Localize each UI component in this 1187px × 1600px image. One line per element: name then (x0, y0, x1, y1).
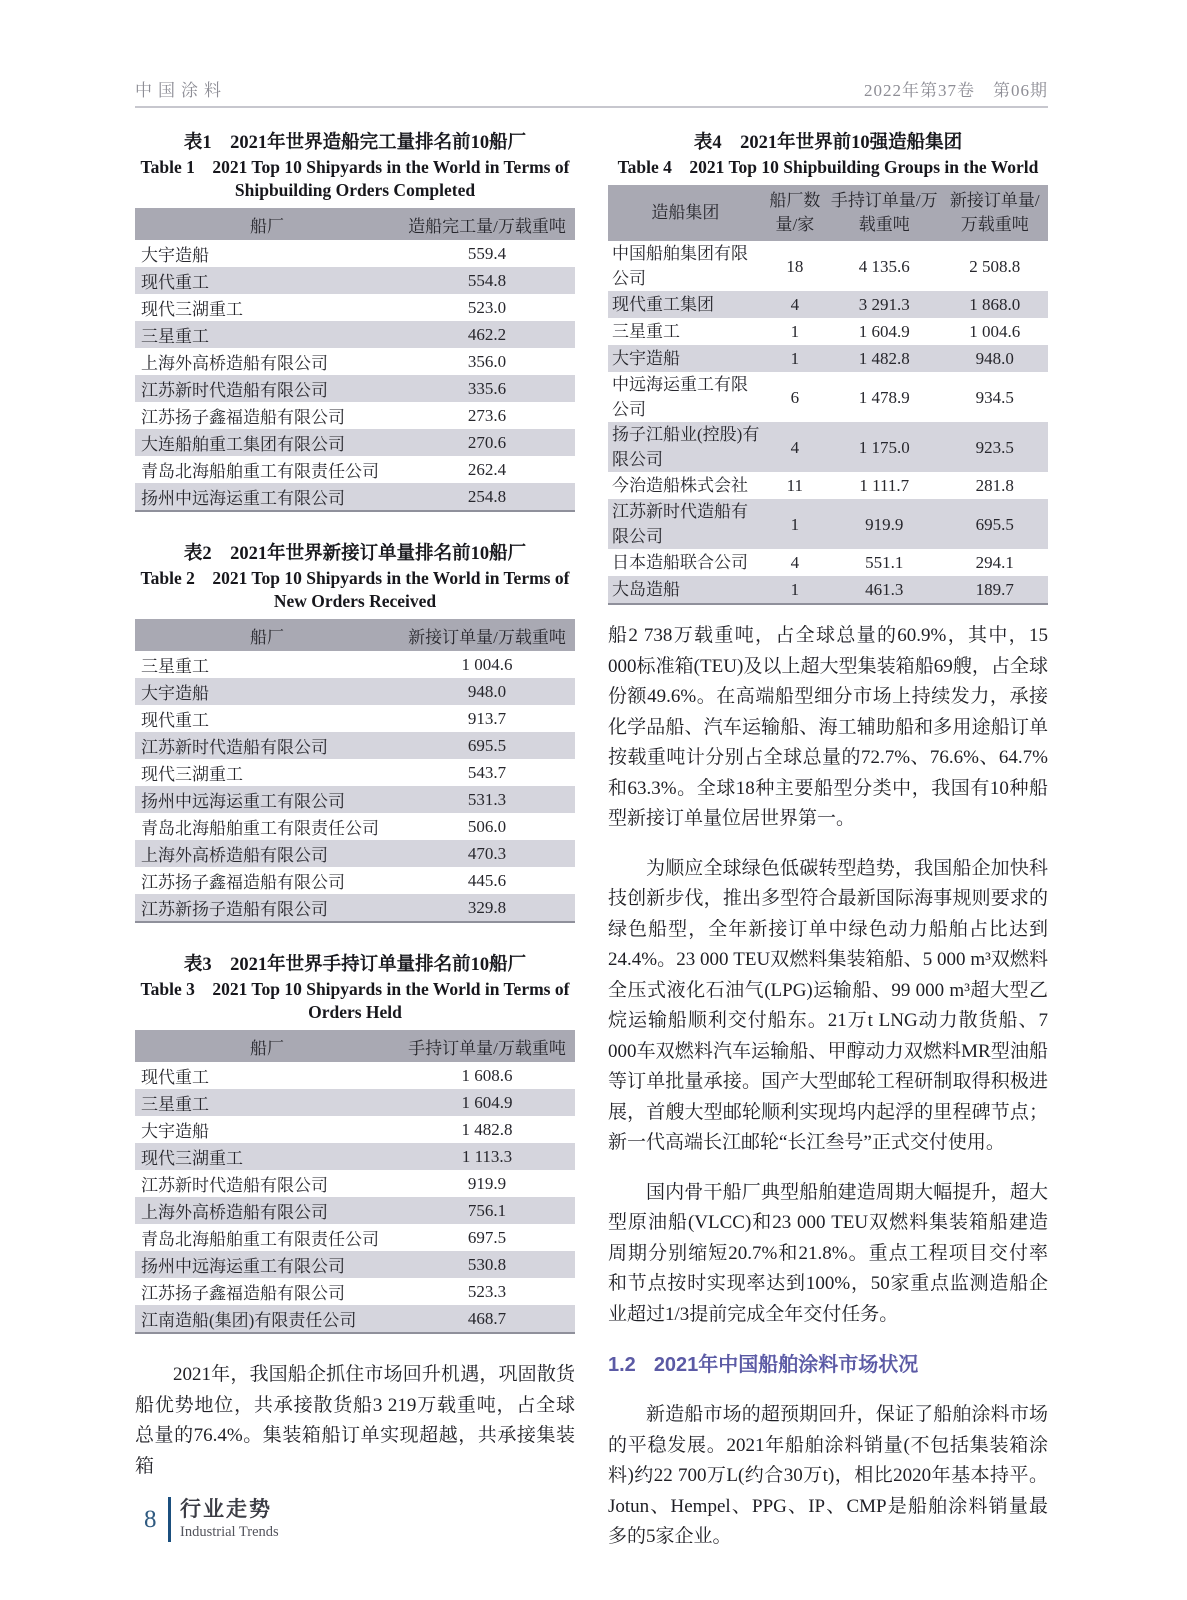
section-number: 1.2 (608, 1354, 636, 1376)
table-cell: 470.3 (399, 840, 575, 867)
table-cell: 551.1 (865, 553, 904, 572)
table-row (135, 483, 575, 511)
page-number: 8 (144, 1505, 157, 1533)
column-header: 船厂 (135, 208, 399, 240)
table-cell: 4 (763, 291, 827, 318)
table4-body (608, 241, 1048, 604)
table-cell: 923.5 (942, 422, 1049, 472)
table-cell: 445.6 (467, 870, 507, 890)
table1 (135, 208, 575, 512)
table-cell: 4 (763, 422, 827, 472)
table-cell: 现代重工 (141, 711, 209, 730)
table-cell: 948.0 (942, 345, 1049, 372)
table-cell: 262.4 (467, 459, 507, 479)
table-row (135, 786, 575, 813)
table-cell: 506.0 (467, 816, 507, 836)
running-head (135, 76, 1048, 108)
body-paragraph: 为顺应全球绿色低碳转型趋势，我国船企加快科技创新步伐，推出多型符合最新国际海事规则要求的绿色船型，全年新接订单中绿色动力船舶占比达到24.4%。23 000 TEU双燃料集装箱船、5 000 m³双燃料全压式液化石油气(LPG)运输船、99 000 m³超大型乙烷运输船顺利交付船东。21万t LNG动力散货船、7 000车双燃料汽车运输船、甲醇动力双燃料MR型油船等订单批量承接。国产大型邮轮工程研制取得积极进展，首艘大型邮轮顺利实现坞内起浮的里程碑节点；新一代高端长江邮轮“长江叁号”正式交付使用。 (608, 857, 1048, 1153)
table-cell: 扬州中远海运重工有限公司 (135, 1251, 399, 1278)
table2-caption-cn: 表2 2021年世界新接订单量排名前10船厂 (183, 544, 527, 564)
table-row (135, 894, 575, 922)
table-cell: 上海外高桥造船有限公司 (141, 354, 328, 373)
table-cell: 江南造船(集团)有限责任公司 (135, 1305, 399, 1333)
table-cell: 270.6 (399, 429, 575, 456)
table-row (135, 348, 575, 375)
table-cell: 1 113.3 (399, 1143, 575, 1170)
table-cell: 江苏新时代造船有限公司 (141, 1176, 328, 1195)
table-cell: 1 482.8 (827, 345, 942, 372)
table-cell: 695.5 (399, 732, 575, 759)
table-cell: 1 (763, 345, 827, 372)
table-cell: 1 004.6 (969, 322, 1021, 341)
table-cell: 461.3 (827, 576, 942, 604)
table-row (135, 375, 575, 402)
table-cell: 543.7 (467, 762, 507, 782)
table-cell: 今治造船株式会社 (612, 476, 748, 495)
table-cell: 530.8 (399, 1251, 575, 1278)
table-cell: 江苏扬子鑫福造船有限公司 (141, 1284, 345, 1303)
table-cell: 现代三湖重工 (141, 300, 243, 319)
table-row (608, 291, 1048, 318)
table-cell: 531.3 (399, 786, 575, 813)
table-cell: 1 (790, 322, 800, 341)
body-paragraph: 2021年，我国船企抓住市场回升机遇，巩固散货船优势地位，共承接散货船3 219万载重吨，占全球总量的76.4%。集装箱船订单实现超越，共承接集装箱 (135, 1364, 575, 1477)
column-header: 船厂 (135, 619, 399, 651)
table-row (608, 241, 1048, 291)
table-cell: 1 004.6 (461, 654, 513, 674)
table-row (135, 267, 575, 294)
table-cell: 11 (786, 476, 804, 495)
table-row (135, 1197, 575, 1224)
table-cell: 大宇造船 (141, 246, 209, 265)
table-header-row (608, 185, 1048, 241)
table-cell: 2 508.8 (969, 256, 1021, 276)
table-cell: 大宇造船 (135, 678, 399, 705)
table-cell: 大宇造船 (608, 345, 763, 372)
table-cell: 现代重工 (141, 1068, 209, 1087)
table1-head (135, 208, 575, 240)
table-row (135, 732, 575, 759)
table-cell: 扬子江船业(控股)有限公司 (608, 422, 763, 472)
table-cell: 697.5 (467, 1227, 507, 1247)
table-cell: 日本造船联合公司 (612, 553, 748, 572)
table3-block (135, 953, 575, 1334)
table-cell: 现代三湖重工 (141, 765, 243, 784)
table-cell: 3 291.3 (827, 291, 942, 318)
table-row (608, 576, 1048, 604)
table2-head (135, 619, 575, 651)
table-cell: 1 608.6 (461, 1065, 513, 1085)
table-cell: 1 868.0 (942, 291, 1049, 318)
table-cell: 523.0 (467, 297, 507, 317)
table-row (135, 759, 575, 786)
table1-caption-en-line1: Table 1 2021 Top 10 Shipyards in the World in Terms of (140, 157, 570, 177)
table3-body (135, 1062, 575, 1333)
table-row (135, 1278, 575, 1305)
table-cell: 现代三湖重工 (135, 1143, 399, 1170)
table-cell: 919.9 (827, 499, 942, 549)
table-cell: 大连船舶重工集团有限公司 (135, 429, 399, 456)
table-cell: 大宇造船 (141, 1122, 209, 1141)
table-row (135, 456, 575, 483)
body-paragraph: 国内骨干船厂典型船舶建造周期大幅提升，超大型原油船(VLCC)和23 000 TEU双燃料集装箱船建造周期分别缩短20.7%和21.8%。重点工程项目交付率和节点按时实现率达到100%，50家重点监测造船企业超过1/3提前完成全年交付任务。 (608, 1181, 1048, 1325)
table-cell: 4 135.6 (858, 256, 910, 276)
table-cell: 1 (763, 499, 827, 549)
table-cell: 三星重工 (135, 321, 399, 348)
table-row (135, 1170, 575, 1197)
table-cell: 695.5 (942, 499, 1049, 549)
table-cell: 扬州中远海运重工有限公司 (135, 786, 399, 813)
table2-body (135, 651, 575, 922)
footer-section-name (180, 1497, 279, 1542)
issue-info: 2022年第37卷 第06期 (864, 81, 1048, 100)
table-cell: 756.1 (399, 1197, 575, 1224)
column-header: 船厂 (135, 1030, 399, 1062)
column-header: 造船完工量/万载重吨 (399, 208, 575, 240)
table-cell: 江苏新时代造船有限公司 (135, 375, 399, 402)
table-cell: 189.7 (942, 576, 1049, 604)
table-cell: 18 (786, 256, 804, 276)
table-cell: 356.0 (467, 351, 507, 371)
table-cell: 三星重工 (141, 657, 209, 676)
content-columns (135, 131, 1048, 1572)
table2-caption-en-line2: New Orders Received (273, 591, 437, 611)
footer-divider-bar (168, 1497, 172, 1542)
table4-head (608, 185, 1048, 241)
footer-section-cn: 行业走势 (180, 1498, 272, 1521)
table-cell: 江苏新时代造船有限公司 (608, 499, 763, 549)
table-row (608, 372, 1048, 422)
table1-block (135, 131, 575, 512)
table-row (135, 402, 575, 429)
table-row (608, 318, 1048, 345)
table-row (135, 651, 575, 678)
table-row (135, 678, 575, 705)
table4-block (608, 131, 1048, 605)
table-cell: 254.8 (399, 483, 575, 511)
table-row (608, 345, 1048, 372)
table-cell: 934.5 (975, 387, 1014, 407)
table-cell: 4 (790, 553, 800, 572)
table-row (135, 1116, 575, 1143)
table-row (135, 429, 575, 456)
table4 (608, 185, 1048, 605)
table-cell: 江苏新时代造船有限公司 (135, 732, 399, 759)
column-header: 船厂数量/家 (763, 185, 827, 241)
table-cell: 294.1 (975, 553, 1014, 572)
table-cell: 现代重工集团 (608, 291, 763, 318)
table3-head (135, 1030, 575, 1062)
table-cell: 1 175.0 (827, 422, 942, 472)
table-row (608, 472, 1048, 499)
table-cell: 现代重工 (135, 267, 399, 294)
column-header: 造船集团 (608, 185, 763, 241)
table-cell: 江苏新扬子造船有限公司 (135, 894, 399, 922)
table-cell: 1 482.8 (461, 1119, 513, 1139)
table3-caption-en-line1: Table 3 2021 Top 10 Shipyards in the World in Terms of (140, 979, 570, 999)
table1-caption-cn: 表1 2021年世界造船完工量排名前10船厂 (183, 133, 527, 153)
table-cell: 462.2 (399, 321, 575, 348)
table-row (135, 321, 575, 348)
section-heading (608, 1349, 1048, 1381)
table-cell: 扬州中远海运重工有限公司 (135, 483, 399, 511)
table-cell: 三星重工 (135, 1089, 399, 1116)
table-cell: 468.7 (399, 1305, 575, 1333)
table-cell: 913.7 (467, 708, 507, 728)
table-cell: 1 604.9 (858, 322, 910, 341)
table-cell: 中远海运重工有限公司 (612, 375, 748, 419)
table-cell: 大岛造船 (608, 576, 763, 604)
table-cell: 1 604.9 (399, 1089, 575, 1116)
table-header-row (135, 208, 575, 240)
table-cell: 中国船舶集团有限公司 (612, 244, 748, 288)
table3-caption-en-line2: Orders Held (308, 1002, 402, 1022)
table-cell: 江苏扬子鑫福造船有限公司 (141, 873, 345, 892)
table-header-row (135, 1030, 575, 1062)
column-header: 手持订单量/万载重吨 (399, 1030, 575, 1062)
table-row (135, 1251, 575, 1278)
table-cell: 329.8 (399, 894, 575, 922)
table-cell: 948.0 (399, 678, 575, 705)
table-row (608, 422, 1048, 472)
table-cell: 273.6 (467, 405, 507, 425)
table-cell: 554.8 (399, 267, 575, 294)
column-header: 新接订单量/万载重吨 (399, 619, 575, 651)
table3-caption-cn: 表3 2021年世界手持订单量排名前10船厂 (183, 955, 527, 975)
body-paragraph: 船2 738万载重吨，占全球总量的60.9%，其中，15 000标准箱(TEU)及以上超大型集装箱船69艘，占全球份额49.6%。在高端船型细分市场上持续发力，承接化学品船、汽车运输船、海工辅助船和多用途船订单按载重吨计分别占全球总量的72.7%、76.6%、64.7%和63.3%。全球18种主要船型分类中，我国有10种船型新接订单量位居世界第一。 (608, 625, 1048, 829)
table-cell: 青岛北海船舶重工有限责任公司 (141, 819, 379, 838)
table-cell: 江苏扬子鑫福造船有限公司 (141, 408, 345, 427)
table-row (135, 1224, 575, 1251)
table-cell: 919.9 (467, 1173, 507, 1193)
table1-caption-en-line2: Shipbuilding Orders Completed (234, 180, 476, 200)
table-row (135, 294, 575, 321)
table-row (135, 1305, 575, 1333)
table-row (608, 549, 1048, 576)
table-row (135, 240, 575, 267)
table-row (135, 1089, 575, 1116)
footer-section-en: Industrial Trends (180, 1524, 279, 1540)
body-paragraph: 新造船市场的超预期回升，保证了船舶涂料市场的平稳发展。2021年船舶涂料销量(不包括集装箱涂料)约22 700万L(约合30万t)，相比2020年基本持平。Jotun、Hempel、PPG、IP、CMP是船舶涂料销量最多的5家企业。 (608, 1404, 1048, 1547)
table-header-row (135, 619, 575, 651)
table-cell: 三星重工 (612, 322, 680, 341)
table-row (135, 867, 575, 894)
table-cell: 1 111.7 (859, 476, 910, 495)
table-row (135, 1143, 575, 1170)
right-column (608, 131, 1048, 1572)
left-column (135, 131, 575, 1572)
table2-caption-en-line1: Table 2 2021 Top 10 Shipyards in the World in Terms of (140, 568, 570, 588)
section-title: 2021年中国船舶涂料市场状况 (653, 1354, 919, 1376)
table-cell: 523.3 (467, 1281, 507, 1301)
table-row (135, 1062, 575, 1089)
page-footer (144, 1497, 279, 1542)
table-cell: 青岛北海船舶重工有限责任公司 (141, 1230, 379, 1249)
table-cell: 1 478.9 (858, 387, 910, 407)
journal-name: 中国涂料 (135, 81, 227, 100)
table3 (135, 1030, 575, 1334)
table-cell: 青岛北海船舶重工有限责任公司 (141, 462, 379, 481)
table-row (135, 705, 575, 732)
table4-caption-cn: 表4 2021年世界前10强造船集团 (693, 133, 963, 153)
column-header: 手持订单量/万载重吨 (827, 185, 942, 241)
table2-block (135, 542, 575, 923)
table-row (135, 813, 575, 840)
table4-caption-en-line1: Table 4 2021 Top 10 Shipbuilding Groups in the World (617, 157, 1039, 177)
column-header: 新接订单量/万载重吨 (942, 185, 1049, 241)
table-cell: 6 (790, 387, 800, 407)
table-row (608, 499, 1048, 549)
table2 (135, 619, 575, 923)
table-cell: 上海外高桥造船有限公司 (135, 840, 399, 867)
table-cell: 559.4 (467, 243, 507, 263)
table1-body (135, 240, 575, 511)
table-cell: 上海外高桥造船有限公司 (135, 1197, 399, 1224)
table-cell: 1 (763, 576, 827, 604)
table-cell: 335.6 (399, 375, 575, 402)
table-row (135, 840, 575, 867)
table-cell: 281.8 (975, 476, 1014, 495)
